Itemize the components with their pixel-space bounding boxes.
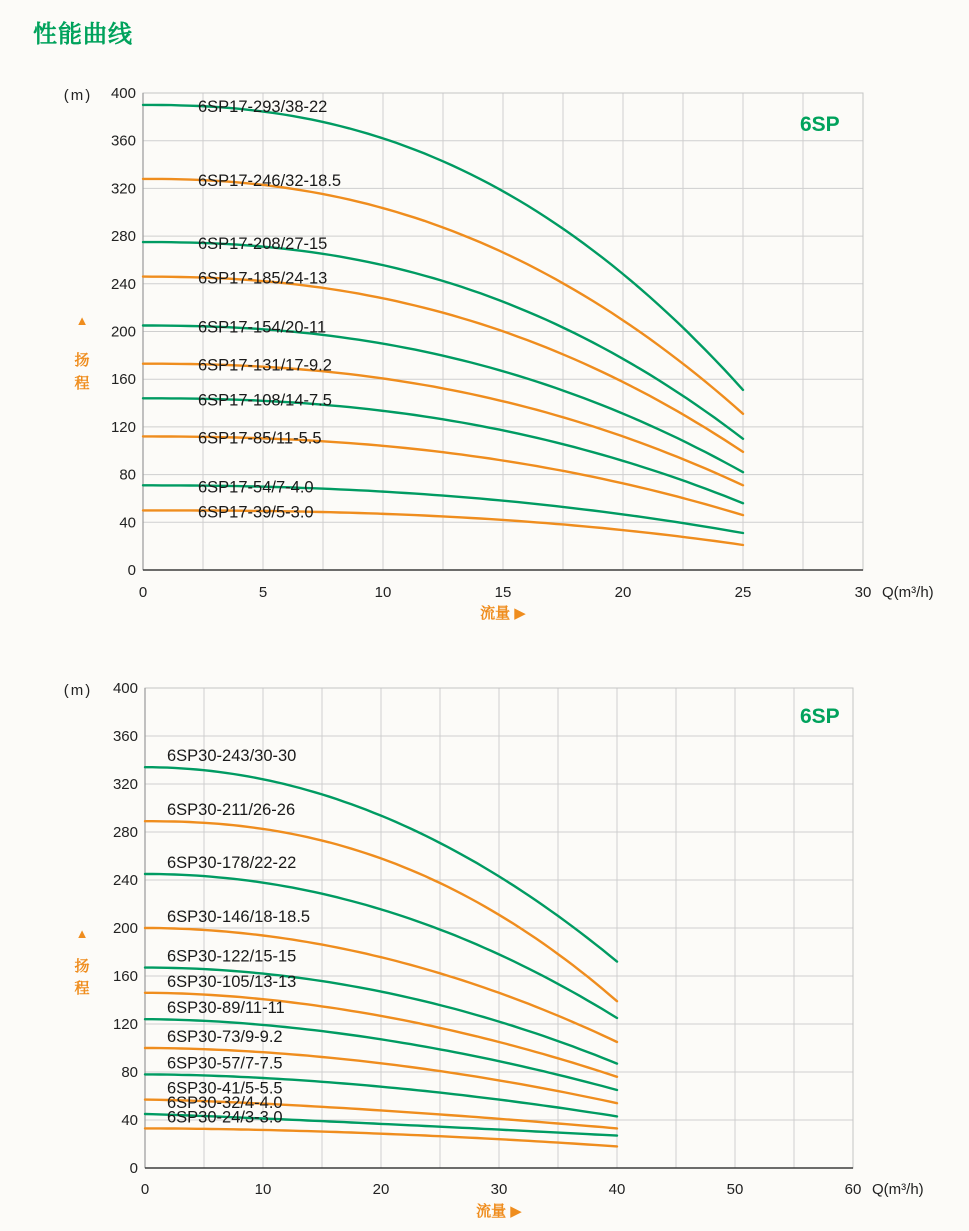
curve-label: 6SP30-32/4-4.0 (167, 1094, 283, 1112)
x-tick-label: 30 (490, 1181, 508, 1198)
chart-6sp30 (0, 665, 969, 1231)
curve-label: 6SP30-105/13-13 (167, 972, 297, 991)
curve-label: 6SP30-122/15-15 (167, 947, 297, 966)
y-tick-label: 0 (129, 1160, 138, 1177)
y-axis-unit: (m) (63, 87, 93, 104)
x-tick-label: 30 (854, 584, 872, 601)
y-tick-label: 0 (127, 562, 136, 579)
x-tick-label: 10 (374, 584, 392, 601)
curve-label: 6SP30-243/30-30 (167, 747, 297, 766)
curve-label: 6SP17-54/7-4.0 (198, 478, 314, 497)
y-axis-title: 程 (74, 980, 90, 997)
curve-label: 6SP30-89/11-11 (167, 999, 285, 1018)
flow-label: 流量 ▶ (476, 1203, 522, 1220)
curve-label: 6SP17-185/24-13 (198, 269, 328, 288)
x-tick-label: 25 (734, 584, 752, 601)
y-tick-label: 280 (112, 824, 138, 841)
performance-chart-svg (0, 70, 969, 630)
y-axis-title: 程 (74, 375, 90, 392)
y-axis-title: 扬 (74, 958, 90, 975)
curve-label: 6SP30-146/18-18.5 (167, 908, 311, 926)
series-badge: 6SP (800, 705, 840, 728)
curve-label: 6SP17-208/27-15 (198, 235, 328, 254)
curve-label: 6SP17-39/5-3.0 (198, 503, 314, 522)
curve-label: 6SP30-41/5-5.5 (167, 1079, 283, 1098)
y-tick-label: 360 (110, 132, 136, 150)
curve-label: 6SP30-57/7-7.5 (167, 1054, 283, 1073)
page-title: 性能曲线 (33, 21, 133, 48)
y-tick-label: 160 (112, 968, 138, 985)
curve-label: 6SP17-108/14-7.5 (198, 391, 332, 410)
curve-label: 6SP17-293/38-22 (198, 97, 328, 116)
curve-label: 6SP30-178/22-22 (167, 854, 297, 872)
y-tick-label: 240 (112, 872, 138, 889)
y-tick-label: 400 (112, 680, 138, 697)
y-tick-label: 240 (110, 275, 136, 293)
x-axis-title: Q(m³/h) (872, 1181, 924, 1198)
x-tick-label: 60 (844, 1181, 862, 1198)
y-tick-label: 400 (110, 85, 136, 102)
x-tick-label: 0 (138, 584, 148, 601)
y-tick-label: 80 (121, 1064, 138, 1081)
y-axis-title: 扬 (74, 352, 90, 369)
x-tick-label: 20 (372, 1181, 390, 1198)
x-tick-label: 10 (254, 1181, 272, 1198)
x-tick-label: 40 (608, 1181, 626, 1198)
y-tick-label: 320 (112, 776, 138, 793)
x-tick-label: 15 (494, 584, 512, 601)
curve-label: 6SP17-154/20-11 (198, 318, 327, 337)
x-tick-label: 20 (614, 584, 632, 601)
x-tick-label: 5 (258, 584, 268, 601)
y-tick-label: 40 (119, 514, 136, 532)
y-tick-label: 280 (110, 228, 136, 246)
curve-label: 6SP30-73/9-9.2 (167, 1028, 283, 1046)
y-axis-arrow-icon: ▲ (75, 926, 89, 941)
curve-label: 6SP30-211/26-26 (167, 801, 296, 820)
chart-6sp17 (0, 70, 969, 630)
x-tick-label: 0 (140, 1181, 150, 1198)
y-tick-label: 80 (119, 466, 136, 484)
y-axis-arrow-icon: ▲ (75, 313, 89, 328)
y-tick-label: 360 (112, 728, 138, 745)
curve-label: 6SP17-246/32-18.5 (198, 171, 342, 190)
flow-label: 流量 ▶ (480, 605, 526, 622)
y-tick-label: 200 (112, 920, 138, 937)
curve-label: 6SP30-24/3-3.0 (167, 1108, 283, 1127)
y-tick-label: 120 (112, 1016, 138, 1033)
x-tick-label: 50 (726, 1181, 744, 1198)
y-tick-label: 160 (110, 371, 136, 389)
x-axis-title: Q(m³/h) (882, 584, 934, 601)
performance-chart-svg (0, 665, 969, 1231)
y-tick-label: 200 (110, 323, 136, 341)
y-tick-label: 40 (121, 1112, 138, 1129)
y-tick-label: 320 (110, 180, 136, 198)
curve-label: 6SP17-131/17-9.2 (198, 356, 332, 375)
curve-label: 6SP17-85/11-5.5 (198, 429, 322, 448)
y-tick-label: 120 (110, 418, 136, 436)
series-badge: 6SP (800, 113, 840, 136)
y-axis-unit: (m) (63, 682, 93, 699)
